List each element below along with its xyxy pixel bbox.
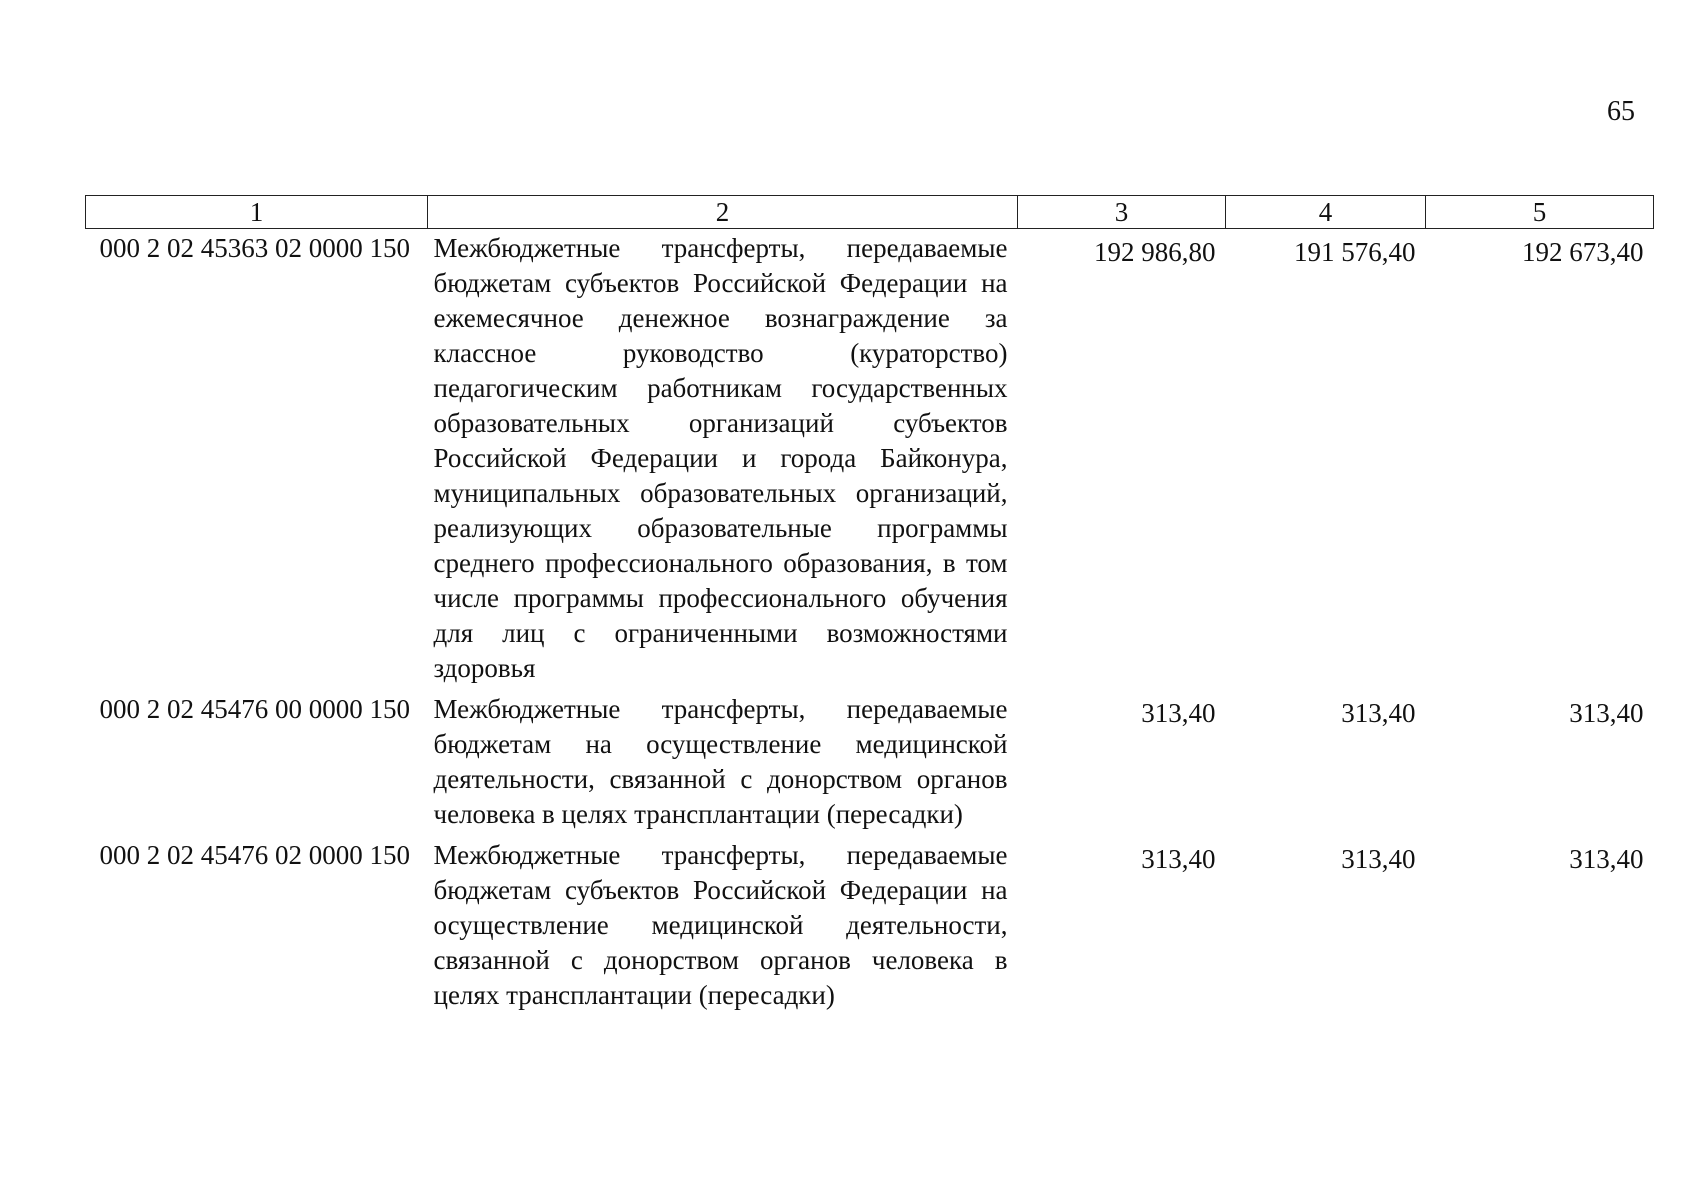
header-col-2: 2 bbox=[428, 196, 1018, 229]
header-col-5: 5 bbox=[1426, 196, 1654, 229]
row-description: Межбюджетные трансферты, передаваемые бюджетам субъектов Российской Федерации на ежемесячное денежное вознаграждение за классное руководство (кураторство) педагогическим работникам государственных образовательных организаций субъектов Российской Федерации и города Байконура, муниципальных образовательных организаций, реализующих образовательные программы среднего профессионального образования, в том числе программы профессионального обучения для лиц с ограниченными возможностями здоровья bbox=[433, 233, 1008, 683]
value-col-3: 192 986,80 bbox=[1094, 237, 1216, 267]
row-description: Межбюджетные трансферты, передаваемые бюджетам субъектов Российской Федерации на осуществление медицинской деятельности, связанной с донорством органов человека в целях трансплантации (пересадки) bbox=[433, 840, 1008, 1010]
value-col-4: 313,40 bbox=[1341, 844, 1416, 874]
budget-code: 000 2 02 45476 00 0000 150 bbox=[99, 694, 410, 724]
header-col-1: 1 bbox=[86, 196, 428, 229]
value-col-4: 191 576,40 bbox=[1294, 237, 1416, 267]
header-row bbox=[86, 196, 1654, 229]
value-col-5: 313,40 bbox=[1569, 698, 1644, 728]
budget-code: 000 2 02 45363 02 0000 150 bbox=[99, 233, 410, 263]
table-row bbox=[86, 836, 1654, 1017]
value-col-5: 313,40 bbox=[1569, 844, 1644, 874]
value-col-5: 192 673,40 bbox=[1522, 237, 1644, 267]
table-body bbox=[86, 229, 1654, 1018]
value-col-3: 313,40 bbox=[1141, 844, 1216, 874]
page-number: 65 bbox=[1607, 96, 1635, 127]
value-col-4: 313,40 bbox=[1341, 698, 1416, 728]
budget-table bbox=[85, 195, 1654, 1017]
table-header bbox=[86, 196, 1654, 229]
table-row bbox=[86, 229, 1654, 691]
budget-code: 000 2 02 45476 02 0000 150 bbox=[99, 840, 410, 870]
header-col-4: 4 bbox=[1226, 196, 1426, 229]
header-col-3: 3 bbox=[1018, 196, 1226, 229]
table-row bbox=[86, 690, 1654, 836]
row-description: Межбюджетные трансферты, передаваемые бюджетам на осуществление медицинской деятельности, связанной с донорством органов человека в целях трансплантации (пересадки) bbox=[433, 694, 1008, 829]
value-col-3: 313,40 bbox=[1141, 698, 1216, 728]
